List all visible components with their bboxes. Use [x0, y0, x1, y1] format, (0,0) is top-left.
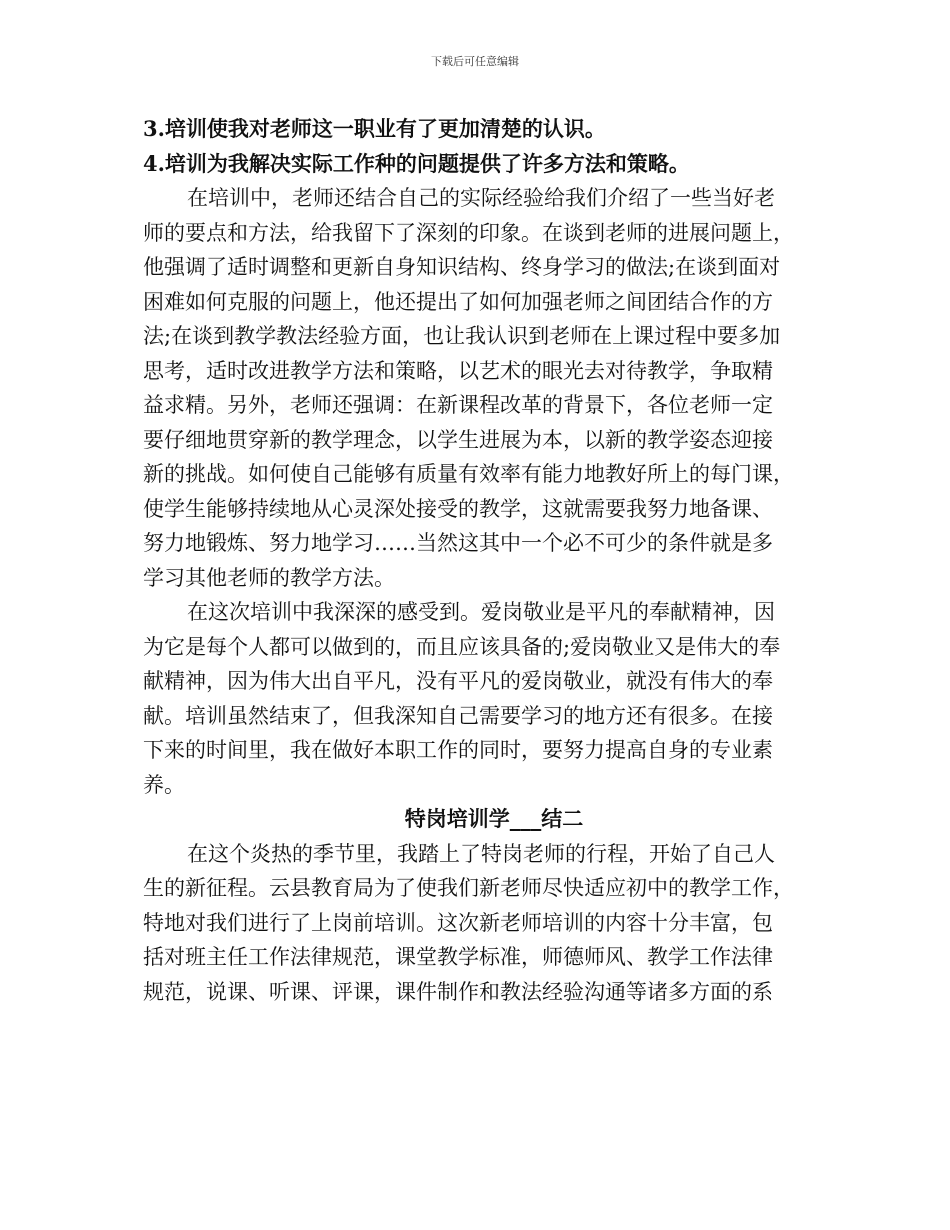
section-title: 特岗培训学___结二 — [404, 806, 584, 831]
paragraph-3 — [143, 837, 815, 1010]
paragraph-line: 师的要点和方法，给我留下了深刻的印象。在谈到老师的进展问题上， — [143, 220, 794, 245]
paragraph-line: 养。 — [143, 772, 185, 797]
paragraph-line: 益求精。另外，老师还强调：在新课程改革的背景下，各位老师一定 — [143, 393, 773, 417]
paragraph-line: 特地对我们进行了上岗前培训。这次新老师培训的内容十分丰富，包 — [143, 910, 773, 935]
paragraph-line: 为它是每个人都可以做到的，而且应该具备的;爱岗敬业又是伟大的奉 — [143, 634, 781, 659]
paragraph-line: 使学生能够持续地从心灵深处接受的教学，这就需要我努力地备课、 — [143, 496, 773, 521]
paragraph-line: 规范，说课、听课、评课，课件制作和教法经验沟通等诸多方面的系 — [143, 979, 773, 1004]
paragraph-line: 要仔细地贯穿新的教学理念，以学生进展为本，以新的教学姿态迎接 — [143, 427, 773, 452]
paragraph-line: 他强调了适时调整和更新自身知识结构、终身学习的做法;在谈到面对 — [143, 255, 781, 279]
paragraph-line: 困难如何克服的问题上，他还提出了如何加强老师之间团结合作的方 — [143, 289, 773, 314]
point-3: 3.培训使我对老师这一职业有了更加清楚的认识。 — [143, 116, 606, 141]
point-4: 4.培训为我解决实际工作种的问题提供了许多方法和策略。 — [143, 150, 690, 176]
paragraph-1 — [143, 181, 815, 595]
paragraph-line: 下来的时间里，我在做好本职工作的同时，要努力提高自身的专业素 — [143, 738, 773, 762]
paragraph-line: 学习其他老师的教学方法。 — [143, 565, 395, 590]
document-body — [143, 112, 815, 1009]
paragraph-line: 在这个炎热的季节里，我踏上了特岗老师的行程，开始了自己人 — [187, 841, 775, 866]
paragraph-2 — [143, 595, 815, 802]
paragraph-line: 献精神，因为伟大出自平凡，没有平凡的爱岗敬业，就没有伟大的奉 — [143, 669, 773, 693]
paragraph-line: 新的挑战。如何使自己能够有质量有效率有能力地教好所上的每门课， — [143, 462, 794, 486]
paragraph-line: 献。培训虽然结束了，但我深知自己需要学习的地方还有很多。在接 — [143, 703, 773, 728]
paragraph-line: 法;在谈到教学教法经验方面，也让我认识到老师在上课过程中要多加 — [143, 324, 781, 348]
paragraph-line: 努力地锻炼、努力地学习……当然这其中一个必不可少的条件就是多 — [143, 531, 773, 555]
page-header: 下载后可任意编辑 — [431, 55, 519, 68]
paragraph-line: 括对班主任工作法律规范，课堂教学标准，师德师风、教学工作法律 — [143, 945, 773, 969]
paragraph-line: 思考，适时改进教学方法和策略，以艺术的眼光去对待教学，争取精 — [143, 358, 773, 383]
paragraph-line: 在培训中，老师还结合自己的实际经验给我们介绍了一些当好老 — [187, 186, 775, 210]
paragraph-line: 生的新征程。云县教育局为了使我们新老师尽快适应初中的教学工作， — [143, 876, 794, 900]
paragraph-line: 在这次培训中我深深的感受到。爱岗敬业是平凡的奉献精神，因 — [187, 600, 775, 624]
